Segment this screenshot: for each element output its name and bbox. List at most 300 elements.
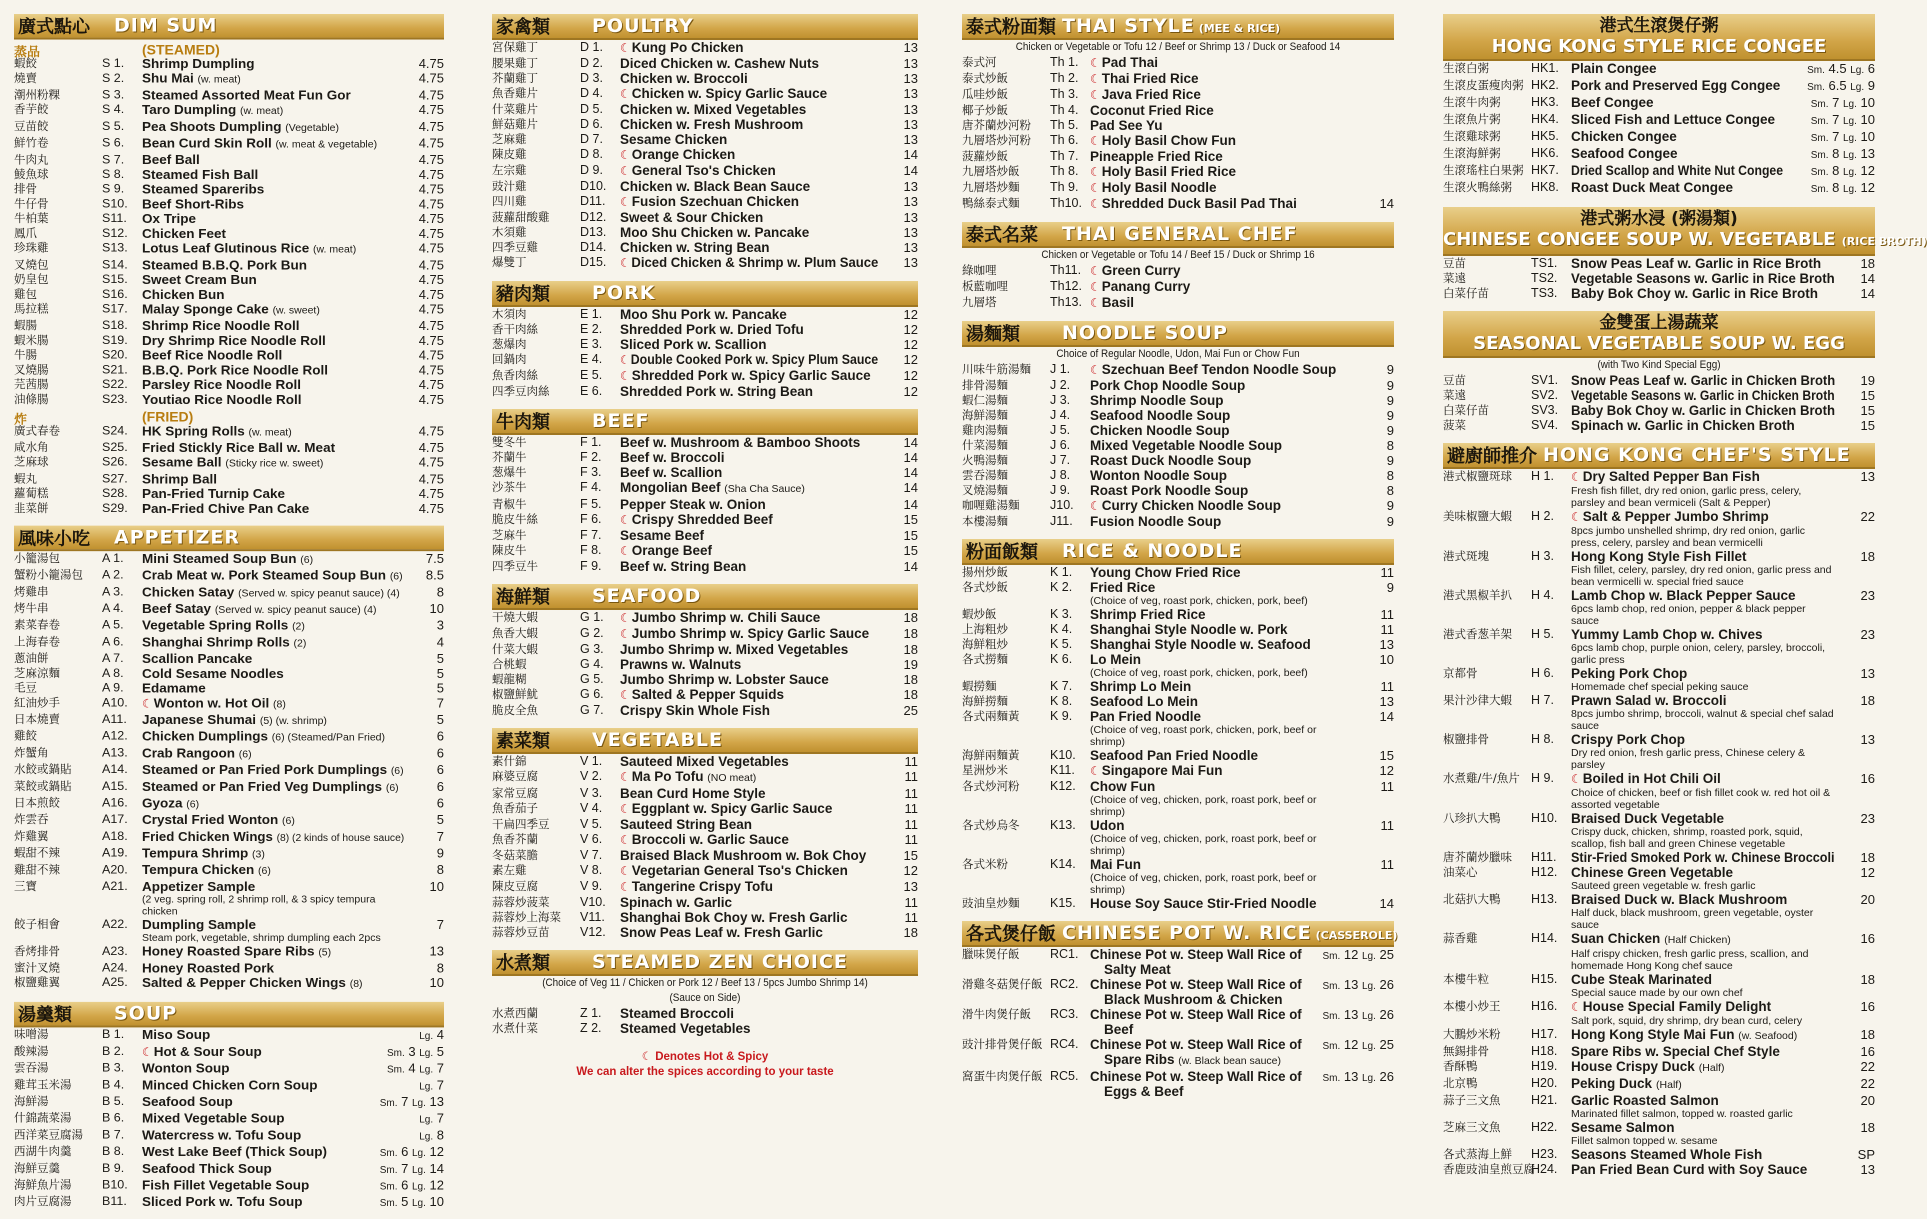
menu-item[interactable] <box>14 729 444 746</box>
menu-item[interactable] <box>492 1021 918 1036</box>
menu-item[interactable] <box>962 1069 1394 1099</box>
menu-item[interactable] <box>962 779 1394 818</box>
menu-item[interactable] <box>1443 95 1875 112</box>
menu-item[interactable] <box>14 258 444 273</box>
menu-item[interactable] <box>492 687 918 703</box>
menu-item[interactable] <box>492 672 918 687</box>
item-name-zh: 揚州炒飯 <box>962 565 1008 579</box>
item-code: A16. <box>102 795 128 810</box>
item-code: B11. <box>102 1194 127 1209</box>
item-name-zh: 各式兩麵黃 <box>962 709 1020 723</box>
item-body <box>142 1027 352 1042</box>
item-name-text: Chinese Green Vegetable <box>1571 865 1734 880</box>
menu-item[interactable] <box>14 666 444 681</box>
menu-item[interactable] <box>14 1128 444 1145</box>
menu-item[interactable] <box>962 947 1394 977</box>
menu-item[interactable] <box>492 40 918 56</box>
item-name-zh: 白菜仔苗 <box>1443 403 1489 417</box>
menu-item[interactable] <box>962 857 1394 896</box>
item-name-text: Pepper Steak w. Onion <box>620 497 766 512</box>
menu-item[interactable] <box>1443 771 1875 811</box>
menu-item[interactable] <box>1443 999 1875 1027</box>
item-name-zh: 西洋菜豆腐湯 <box>14 1127 83 1142</box>
menu-item[interactable] <box>962 55 1394 71</box>
menu-item[interactable] <box>1443 850 1875 865</box>
item-price <box>352 1061 444 1078</box>
item-note: (w. meat) <box>248 426 292 439</box>
menu-item[interactable] <box>492 86 918 102</box>
menu-item[interactable] <box>1443 469 1875 509</box>
item-price: 8 <box>436 960 444 976</box>
menu-item[interactable] <box>962 468 1394 483</box>
menu-item[interactable] <box>492 71 918 86</box>
menu-item[interactable] <box>492 626 918 642</box>
menu-item[interactable] <box>1443 163 1875 180</box>
menu-item[interactable] <box>962 763 1394 779</box>
menu-item[interactable] <box>962 149 1394 164</box>
menu-item[interactable] <box>962 180 1394 196</box>
item-body <box>142 1128 352 1143</box>
menu-item[interactable] <box>1443 892 1875 931</box>
item-name-zh: 燒賣 <box>14 70 37 85</box>
menu-item[interactable] <box>14 1044 444 1061</box>
menu-item[interactable] <box>14 272 444 287</box>
menu-item[interactable] <box>1443 509 1875 549</box>
item-name <box>620 672 878 687</box>
menu-item[interactable] <box>14 812 444 829</box>
menu-item[interactable] <box>14 551 444 568</box>
item-description: (Choice of veg, chicken, pork, roast pork, beef or shrimp) <box>1090 794 1317 818</box>
menu-item[interactable] <box>1443 1120 1875 1147</box>
item-name-zh: 腰果雞丁 <box>492 56 538 70</box>
menu-item[interactable] <box>14 568 444 585</box>
menu-item[interactable] <box>492 543 918 559</box>
menu-item[interactable] <box>962 279 1394 295</box>
item-code: B 6. <box>102 1110 125 1125</box>
menu-item[interactable] <box>14 348 444 363</box>
item-code: E 2. <box>580 322 603 336</box>
menu-item[interactable] <box>1443 271 1875 286</box>
item-name <box>142 1144 352 1159</box>
menu-item[interactable] <box>962 652 1394 679</box>
item-name-zh: 四季豆肉絲 <box>492 384 550 398</box>
menu-item[interactable] <box>492 322 918 337</box>
item-name-zh: 海鮮湯麵 <box>962 408 1008 422</box>
menu-item[interactable] <box>1443 811 1875 850</box>
menu-item[interactable] <box>14 1111 444 1128</box>
menu-item[interactable] <box>14 1194 444 1211</box>
menu-item[interactable] <box>492 179 918 194</box>
menu-item[interactable] <box>14 1061 444 1078</box>
menu-item[interactable] <box>14 102 444 119</box>
item-body <box>1090 180 1354 196</box>
menu-item[interactable] <box>962 709 1394 748</box>
size-large-label: Lg. <box>412 1181 426 1193</box>
item-name-text: Vegetable Seasons w. Garlic in Chicken Broth <box>1571 388 1835 403</box>
menu-item[interactable] <box>962 622 1394 637</box>
menu-item[interactable] <box>14 302 444 319</box>
size-large-label: Lg. <box>419 1131 434 1143</box>
item-description: Crispy duck, chicken, shrimp, roasted pork, squid, scallop, fish ball and green Chinese vegetable <box>1571 826 1803 850</box>
menu-item[interactable] <box>962 514 1394 529</box>
menu-item[interactable] <box>1443 286 1875 301</box>
item-name-text: Jumbo Shrimp w. Chili Sauce <box>631 610 821 625</box>
hot-spicy-icon: ☾ <box>1090 499 1101 513</box>
menu-item[interactable] <box>14 136 444 153</box>
menu-item[interactable] <box>962 378 1394 393</box>
item-description: Salt pork, squid, dry shrimp, dry bean curd, celery <box>1571 1015 1803 1027</box>
menu-item[interactable] <box>14 119 444 136</box>
menu-item[interactable] <box>492 848 918 863</box>
hot-spicy-icon: ☾ <box>620 256 631 270</box>
menu-item[interactable] <box>14 917 444 944</box>
item-price: 14 <box>1379 896 1394 911</box>
item-name-text: Appetizer Sample <box>142 879 256 894</box>
item-description: (2 veg. spring roll, 2 shrimp roll, & 3 spicy tempura chicken <box>142 893 376 918</box>
menu-item[interactable] <box>492 512 918 528</box>
item-name-zh: 叉燒包 <box>14 257 49 272</box>
item-name-zh: 蝦丸 <box>14 471 37 486</box>
menu-item[interactable] <box>14 696 444 713</box>
section-note: (Choice of Veg 11 / Chicken or Pork 12 / Beef 13 / 5pcs Jumbo Shrimp 14) <box>542 977 868 989</box>
menu-item[interactable] <box>1443 588 1875 627</box>
menu-item[interactable] <box>14 226 444 241</box>
item-name-text: Lamb Chop w. Black Pepper Sauce <box>1571 588 1796 603</box>
size-small-label: Sm. <box>1810 99 1829 110</box>
menu-item[interactable] <box>14 1161 444 1178</box>
menu-item[interactable] <box>962 453 1394 468</box>
menu-item[interactable] <box>14 651 444 666</box>
item-price: 6 <box>436 762 444 778</box>
item-name-text: Chicken Feet <box>142 226 227 241</box>
menu-item[interactable] <box>1443 61 1875 78</box>
menu-item[interactable] <box>14 472 444 487</box>
menu-item[interactable] <box>1443 146 1875 163</box>
menu-item[interactable] <box>962 498 1394 514</box>
menu-item[interactable] <box>14 197 444 212</box>
menu-item[interactable] <box>962 196 1394 212</box>
menu-item[interactable] <box>14 392 444 407</box>
menu-item[interactable] <box>1443 403 1875 418</box>
item-name <box>1571 1162 1835 1177</box>
item-name-zh: 鯪魚球 <box>14 167 49 181</box>
item-body <box>620 642 878 657</box>
item-price: 13 <box>1860 469 1875 484</box>
menu-item[interactable] <box>1443 1027 1875 1044</box>
item-body <box>142 796 404 813</box>
menu-item[interactable] <box>962 580 1394 607</box>
item-body <box>1090 408 1354 423</box>
menu-item[interactable] <box>962 977 1394 1007</box>
menu-item[interactable] <box>14 1178 444 1195</box>
menu-item[interactable] <box>1443 1059 1875 1076</box>
menu-item[interactable] <box>492 337 918 352</box>
item-name-zh: 什菜大蝦 <box>492 642 538 656</box>
menu-item[interactable] <box>962 607 1394 622</box>
menu-item[interactable] <box>492 225 918 240</box>
menu-item[interactable] <box>14 746 444 763</box>
menu-item[interactable] <box>14 455 444 472</box>
menu-item[interactable] <box>492 610 918 626</box>
menu-item[interactable] <box>14 961 444 976</box>
menu-item[interactable] <box>14 287 444 302</box>
menu-item[interactable] <box>492 801 918 817</box>
menu-item[interactable] <box>492 832 918 848</box>
menu-item[interactable] <box>1443 732 1875 771</box>
menu-item[interactable] <box>1443 549 1875 588</box>
menu-item[interactable] <box>492 528 918 543</box>
menu-item[interactable] <box>962 694 1394 709</box>
menu-item[interactable] <box>1443 112 1875 129</box>
menu-item[interactable] <box>14 862 444 879</box>
size-small-label: Sm. <box>1807 82 1825 93</box>
menu-item[interactable] <box>962 164 1394 180</box>
menu-item[interactable] <box>962 1007 1394 1037</box>
item-name-text: Holy Basil Noodle <box>1101 180 1217 195</box>
menu-item[interactable] <box>962 565 1394 580</box>
item-name-text: Stir-Fried Smoked Pork w. Chinese Broccoli <box>1571 850 1835 865</box>
menu-item[interactable] <box>492 194 918 210</box>
menu-item[interactable] <box>492 368 918 384</box>
menu-item[interactable] <box>14 635 444 652</box>
menu-item[interactable] <box>1443 931 1875 972</box>
menu-item[interactable] <box>14 618 444 635</box>
menu-item[interactable] <box>492 307 918 322</box>
menu-item[interactable] <box>14 71 444 88</box>
menu-item[interactable] <box>492 786 918 801</box>
menu-item[interactable] <box>492 132 918 147</box>
menu-item[interactable] <box>492 210 918 225</box>
menu-item[interactable] <box>492 465 918 480</box>
menu-item[interactable] <box>492 163 918 179</box>
menu-item[interactable] <box>1443 666 1875 693</box>
menu-item[interactable] <box>1443 388 1875 403</box>
menu-item[interactable] <box>962 1037 1394 1069</box>
item-price: 13 <box>903 210 918 225</box>
item-name-text: Beef Rice Noodle Roll <box>142 347 283 363</box>
menu-item[interactable] <box>14 779 444 796</box>
item-code: V 6. <box>580 832 603 846</box>
item-body <box>142 258 404 273</box>
menu-item[interactable] <box>14 975 444 992</box>
menu-item[interactable] <box>962 818 1394 857</box>
menu-item[interactable] <box>962 483 1394 498</box>
item-price <box>352 1178 444 1195</box>
item-name-zh: 烤牛串 <box>14 601 49 615</box>
menu-item[interactable] <box>492 450 918 465</box>
menu-item[interactable] <box>492 352 918 368</box>
menu-item[interactable] <box>962 679 1394 694</box>
menu-item[interactable] <box>14 944 444 961</box>
menu-item[interactable] <box>1443 256 1875 271</box>
item-body <box>1090 818 1354 857</box>
item-body <box>620 817 878 832</box>
menu-item[interactable] <box>492 255 918 271</box>
menu-item[interactable] <box>962 637 1394 652</box>
menu-item[interactable] <box>962 87 1394 103</box>
menu-item[interactable] <box>1443 418 1875 433</box>
item-name-zh: 海鮮豆羹 <box>14 1160 60 1175</box>
menu-item[interactable] <box>1443 78 1875 95</box>
menu-item[interactable] <box>14 681 444 696</box>
menu-item[interactable] <box>492 497 918 512</box>
menu-item[interactable] <box>492 754 918 769</box>
item-name-zh: 豆苗 <box>1443 373 1466 387</box>
menu-item[interactable] <box>14 318 444 333</box>
menu-section-soup <box>14 1002 444 1211</box>
menu-item[interactable] <box>14 333 444 348</box>
menu-item[interactable] <box>492 1006 918 1021</box>
menu-item[interactable] <box>962 118 1394 133</box>
item-name-line2-text: Black Mushroom & Chicken <box>1104 992 1283 1007</box>
menu-item[interactable] <box>962 393 1394 408</box>
menu-item[interactable] <box>14 501 444 516</box>
menu-item[interactable] <box>962 295 1394 311</box>
menu-item[interactable] <box>14 796 444 813</box>
size-large-label: Lg. <box>1843 116 1857 127</box>
menu-item[interactable] <box>962 896 1394 911</box>
menu-item[interactable] <box>14 211 444 226</box>
menu-item[interactable] <box>1443 1076 1875 1093</box>
menu-item[interactable] <box>1443 180 1875 197</box>
menu-item[interactable] <box>1443 373 1875 388</box>
item-name-zh: 海鮮撈麵 <box>962 694 1008 708</box>
item-name-zh: 蝦腸 <box>14 318 37 333</box>
menu-item[interactable] <box>492 895 918 910</box>
menu-item[interactable] <box>14 829 444 846</box>
item-price: 23 <box>1860 811 1875 826</box>
menu-item[interactable] <box>962 748 1394 763</box>
menu-item[interactable] <box>492 435 918 450</box>
menu-item[interactable] <box>14 167 444 182</box>
item-name-zh: 餃子相會 <box>14 917 60 932</box>
menu-item[interactable] <box>1443 865 1875 892</box>
menu-item[interactable] <box>14 846 444 863</box>
menu-item[interactable] <box>962 362 1394 378</box>
item-description: Special sauce made by our own chef <box>1571 987 1743 999</box>
menu-item[interactable] <box>1443 1147 1875 1162</box>
item-name-text: Yummy Lamb Chop w. Chives <box>1571 627 1763 642</box>
menu-item[interactable] <box>962 408 1394 423</box>
menu-item[interactable] <box>492 56 918 71</box>
price-large: 10 <box>429 1194 444 1210</box>
menu-item[interactable] <box>14 712 444 729</box>
item-name <box>620 559 878 574</box>
menu-item[interactable] <box>14 1094 444 1111</box>
item-price: 14 <box>903 559 918 574</box>
menu-item[interactable] <box>492 910 918 925</box>
item-name-text: Honey Roasted Pork <box>142 960 275 976</box>
section-header <box>492 728 918 754</box>
price-large: 5 <box>436 1044 444 1059</box>
menu-item[interactable] <box>492 879 918 895</box>
menu-item[interactable] <box>14 1027 444 1044</box>
item-price: 10 <box>1379 652 1394 667</box>
menu-item[interactable] <box>14 377 444 392</box>
item-name-text: Chinese Pot w. Steep Wall Rice of <box>1090 1069 1302 1084</box>
menu-item[interactable] <box>492 863 918 879</box>
item-price: 23 <box>1860 588 1875 603</box>
menu-item[interactable] <box>14 879 444 917</box>
menu-item[interactable] <box>14 241 444 258</box>
menu-item[interactable] <box>1443 1044 1875 1059</box>
menu-item[interactable] <box>14 423 444 440</box>
menu-item[interactable] <box>14 762 444 779</box>
menu-item[interactable] <box>1443 972 1875 999</box>
item-body <box>1090 977 1302 1007</box>
menu-item[interactable] <box>962 103 1394 118</box>
menu-item[interactable] <box>962 263 1394 279</box>
menu-item[interactable] <box>1443 693 1875 732</box>
menu-item[interactable] <box>492 703 918 718</box>
menu-item[interactable] <box>492 817 918 832</box>
menu-item[interactable] <box>492 147 918 163</box>
menu-item[interactable] <box>492 480 918 497</box>
menu-item[interactable] <box>492 769 918 786</box>
menu-item[interactable] <box>14 363 444 378</box>
menu-item[interactable] <box>962 423 1394 438</box>
item-price: 4.75 <box>418 70 444 86</box>
item-name-text: Shu Mai <box>142 70 194 86</box>
menu-item[interactable] <box>1443 627 1875 666</box>
menu-item[interactable] <box>14 56 444 71</box>
menu-item[interactable] <box>1443 129 1875 146</box>
item-name-text: House Crispy Duck <box>1571 1059 1695 1074</box>
menu-item[interactable] <box>14 182 444 197</box>
item-name-text: Shrimp Rice Noodle Roll <box>142 318 300 334</box>
section-title-zh: 豬肉類 <box>496 284 550 305</box>
menu-item[interactable] <box>492 559 918 574</box>
item-name-text: Seafood Soup <box>142 1094 233 1109</box>
item-body <box>1090 607 1354 622</box>
menu-item[interactable] <box>14 440 444 455</box>
menu-item[interactable] <box>14 486 444 501</box>
item-name-zh: 椒鹽雞翼 <box>14 975 60 990</box>
item-body <box>1571 850 1835 865</box>
item-note: (w. meat) <box>240 105 284 118</box>
menu-item[interactable] <box>14 152 444 167</box>
menu-item[interactable] <box>14 585 444 602</box>
menu-item[interactable] <box>14 1078 444 1095</box>
menu-item[interactable] <box>492 925 918 940</box>
item-name-zh: 蟹粉小籠湯包 <box>14 567 83 582</box>
menu-item[interactable] <box>14 601 444 618</box>
item-name-zh: 脆皮牛絲 <box>492 512 538 526</box>
item-name <box>620 40 878 56</box>
item-name-text: Steamed Broccoli <box>620 1006 735 1021</box>
menu-item[interactable] <box>492 657 918 672</box>
menu-item[interactable] <box>962 133 1394 149</box>
item-name-zh: 宮保雞丁 <box>492 40 538 54</box>
item-price: 18 <box>903 610 918 625</box>
menu-item[interactable] <box>1443 1093 1875 1120</box>
menu-item[interactable] <box>492 117 918 132</box>
item-body <box>142 729 404 746</box>
menu-item[interactable] <box>492 102 918 117</box>
menu-item[interactable] <box>962 71 1394 87</box>
menu-item[interactable] <box>492 240 918 255</box>
item-code: J 6. <box>1050 438 1071 452</box>
menu-item[interactable] <box>14 88 444 103</box>
menu-item[interactable] <box>492 642 918 657</box>
menu-item[interactable] <box>1443 1162 1875 1177</box>
item-name <box>142 333 404 348</box>
menu-item[interactable] <box>962 438 1394 453</box>
item-code: Th 4. <box>1050 103 1079 117</box>
menu-item[interactable] <box>492 384 918 399</box>
menu-item[interactable] <box>14 1144 444 1161</box>
subsection-title-en: (FRIED) <box>142 408 194 425</box>
